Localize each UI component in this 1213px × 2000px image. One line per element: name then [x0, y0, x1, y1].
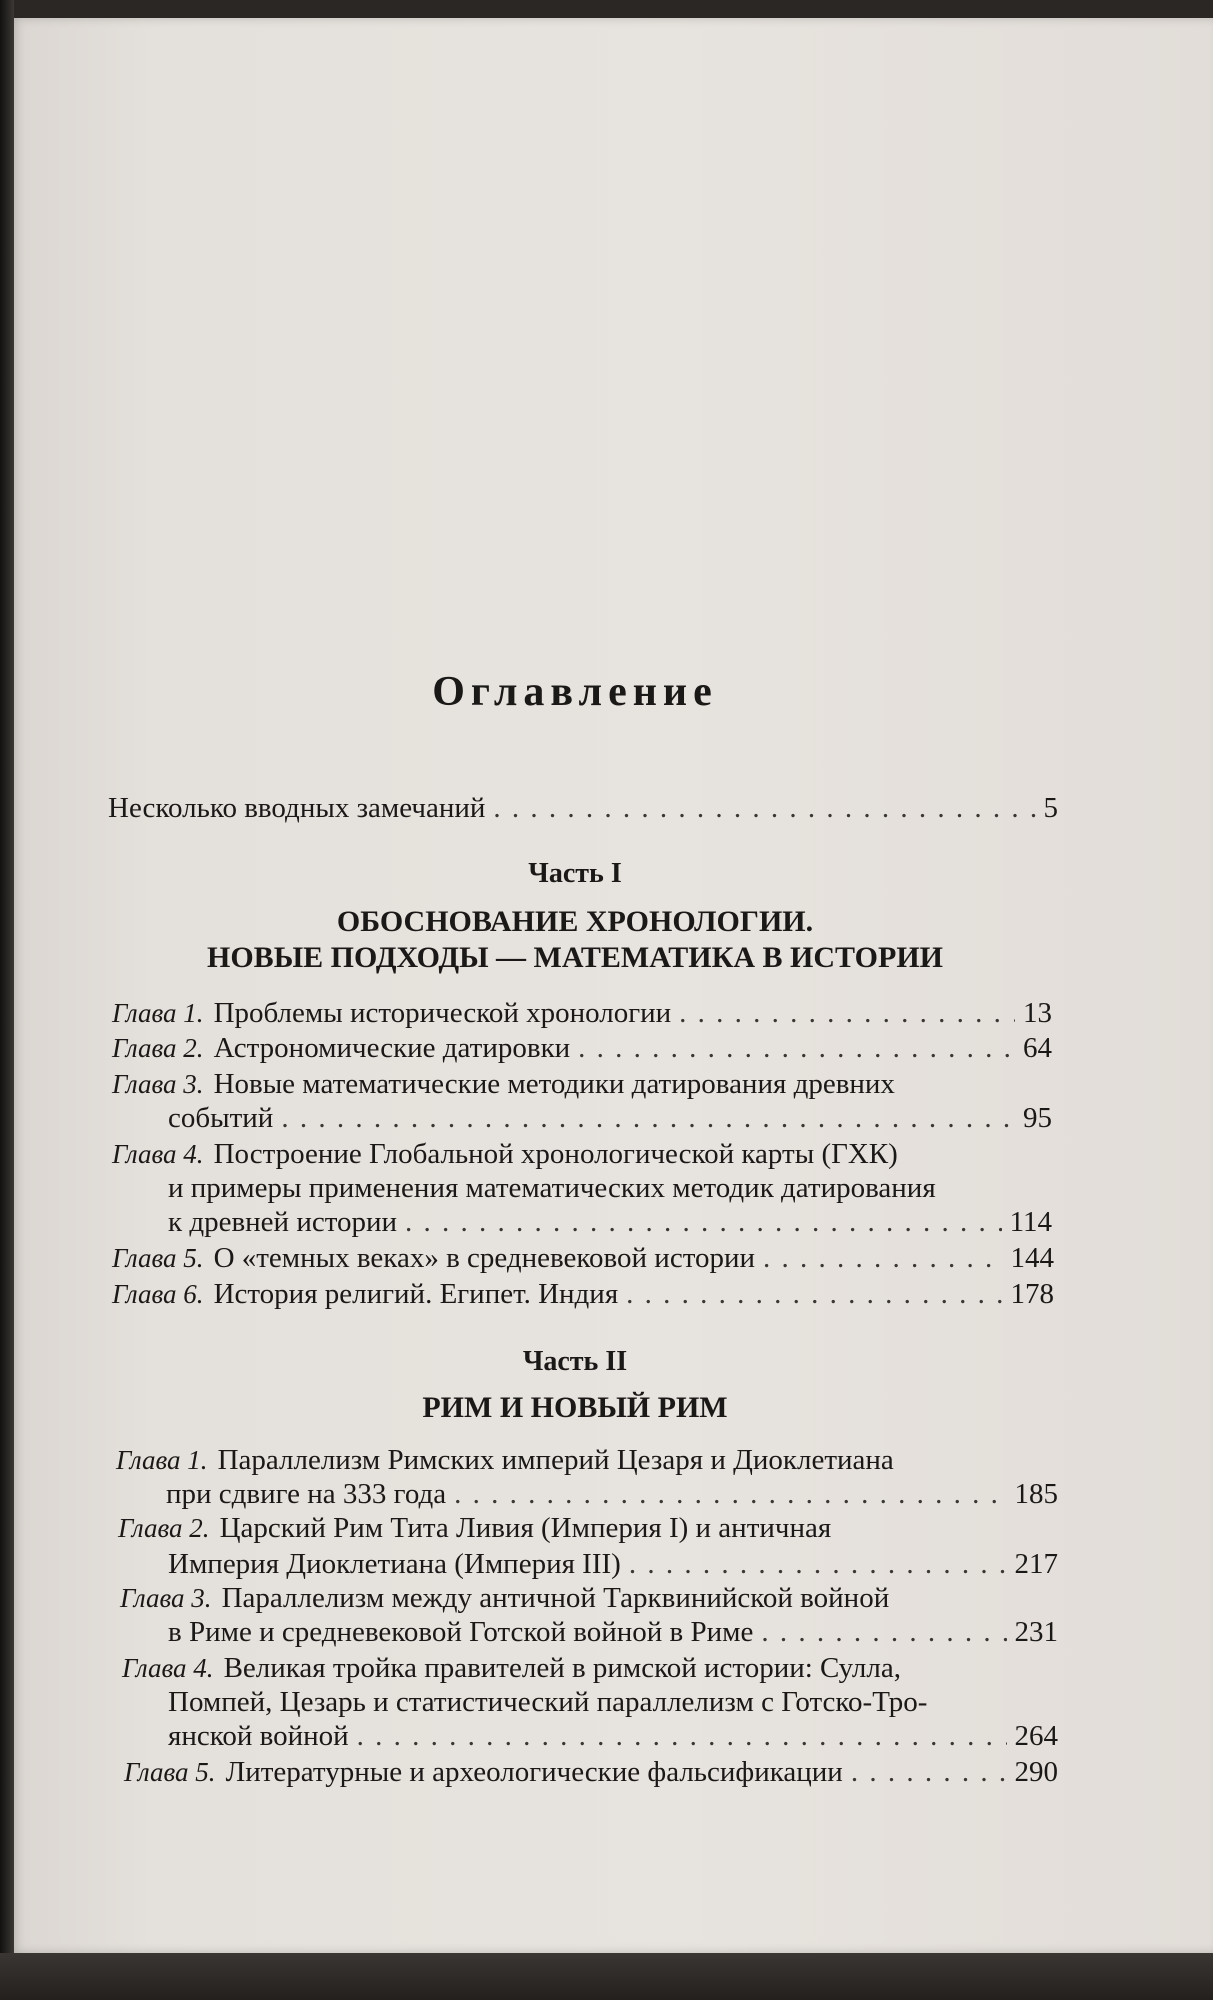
chapter-label: Глава 5.: [124, 1757, 216, 1787]
toc-page-number: 264: [1014, 1720, 1058, 1752]
part-title-line: РИМ И НОВЫЙ РИМ: [422, 1391, 728, 1424]
chapter-label: Глава 2.: [112, 1033, 204, 1063]
chapter-title: История религий. Египет. Индия: [213, 1278, 619, 1310]
part-label: Часть I: [528, 858, 622, 889]
toc-chapter-entry: [112, 1066, 895, 1102]
leader-dots: [493, 790, 1035, 826]
chapter-label: Глава 4.: [112, 1139, 204, 1169]
leader-dots: [578, 1030, 1015, 1066]
toc-chapter-continuation: Помпей, Цезарь и статистический параллелизм с Готско-Тро-: [168, 1686, 928, 1718]
toc-chapter-entry: [120, 1580, 889, 1616]
toc-page-number: 5: [1043, 792, 1058, 824]
toc-chapter-continuation: [168, 1614, 1058, 1650]
toc-chapter-continuation: [168, 1204, 1052, 1240]
toc-entry-text: Несколько вводных замечаний: [108, 792, 486, 824]
toc-chapter-continuation: [168, 1718, 1058, 1754]
toc-chapter-entry: [112, 995, 1052, 1031]
chapter-title: Астрономические датировки: [213, 1032, 571, 1064]
chapter-label: Глава 3.: [120, 1583, 212, 1613]
toc-chapter-continuation: [166, 1476, 1058, 1512]
page-title: Оглавление: [432, 669, 718, 715]
chapter-label: Глава 1.: [112, 998, 204, 1028]
toc-page-number: 64: [1023, 1032, 1052, 1064]
chapter-title: событий: [168, 1102, 274, 1134]
chapter-title: янской войной: [168, 1720, 349, 1752]
toc-page-number: 231: [1014, 1616, 1058, 1648]
toc-page-number: 13: [1023, 997, 1052, 1029]
toc-chapter-continuation: [168, 1100, 1052, 1136]
chapter-title: при сдвиге на 333 года: [166, 1478, 447, 1510]
toc-page-number: 217: [1014, 1548, 1058, 1580]
chapter-title: Царский Рим Тита Ливия (Империя I) и античная: [219, 1512, 832, 1544]
toc-page-number: 114: [1009, 1206, 1052, 1238]
chapter-title: О «темных веках» в средневековой истории: [213, 1242, 756, 1274]
toc-chapter-continuation: [168, 1546, 1058, 1582]
chapter-title: Новые математические методики датирования древних: [213, 1068, 895, 1100]
chapter-title: к древней истории: [168, 1206, 398, 1238]
chapter-label: Глава 3.: [112, 1069, 204, 1099]
toc-page-number: 144: [1010, 1242, 1054, 1274]
leader-dots: [851, 1754, 1007, 1790]
chapter-title: Великая тройка правителей в римской истории: Сулла,: [223, 1652, 901, 1684]
chapter-title: Литературные и археологические фальсификации: [225, 1756, 843, 1788]
toc-chapter-entry: [112, 1030, 1052, 1066]
toc-entry-intro: [108, 790, 1058, 826]
leader-dots: [763, 1240, 1002, 1276]
chapter-label: Глава 5.: [112, 1243, 204, 1273]
chapter-label: Глава 2.: [118, 1513, 210, 1543]
toc-chapter-entry: [122, 1650, 901, 1686]
leader-dots: [761, 1614, 1006, 1650]
book-spine-shadow: [0, 0, 14, 2000]
part-title-line: НОВЫЕ ПОДХОДЫ — МАТЕМАТИКА В ИСТОРИИ: [207, 941, 943, 974]
leader-dots: [629, 1546, 1007, 1582]
chapter-title: в Риме и средневековой Готской войной в Риме: [168, 1616, 754, 1648]
leader-dots: [281, 1100, 1015, 1136]
chapter-title: Параллелизм Римских империй Цезаря и Диоклетиана: [217, 1444, 894, 1476]
toc-page-number: 95: [1023, 1102, 1052, 1134]
toc-chapter-entry: [118, 1510, 831, 1546]
toc-chapter-entry: [112, 1240, 1054, 1276]
toc-chapter-entry: [124, 1754, 1058, 1790]
chapter-label: Глава 1.: [116, 1445, 208, 1475]
chapter-label: Глава 6.: [112, 1279, 204, 1309]
leader-dots: [626, 1276, 1002, 1312]
leader-dots: [405, 1204, 1002, 1240]
part-label: Часть II: [522, 1346, 628, 1377]
chapter-label: Глава 4.: [122, 1653, 214, 1683]
chapter-title: Параллелизм между античной Тарквинийской войной: [221, 1582, 890, 1614]
chapter-title: Построение Глобальной хронологической карты (ГХК): [213, 1138, 898, 1170]
chapter-title: Империя Диоклетиана (Империя III): [168, 1548, 621, 1580]
toc-page-number: 178: [1010, 1278, 1054, 1310]
book-bottom-edge: [0, 1953, 1213, 2000]
part-title-line: ОБОСНОВАНИЕ ХРОНОЛОГИИ.: [336, 905, 814, 938]
leader-dots: [454, 1476, 1006, 1512]
chapter-title: Проблемы исторической хронологии: [213, 997, 672, 1029]
toc-page-number: 185: [1014, 1478, 1058, 1510]
toc-chapter-continuation: и примеры применения математических методик датирования: [168, 1172, 936, 1204]
leader-dots: [357, 1718, 1007, 1754]
toc-chapter-entry: [116, 1442, 894, 1478]
toc-chapter-entry: [112, 1276, 1054, 1312]
toc-chapter-entry: [112, 1136, 898, 1172]
leader-dots: [679, 995, 1015, 1031]
toc-page-number: 290: [1014, 1756, 1058, 1788]
